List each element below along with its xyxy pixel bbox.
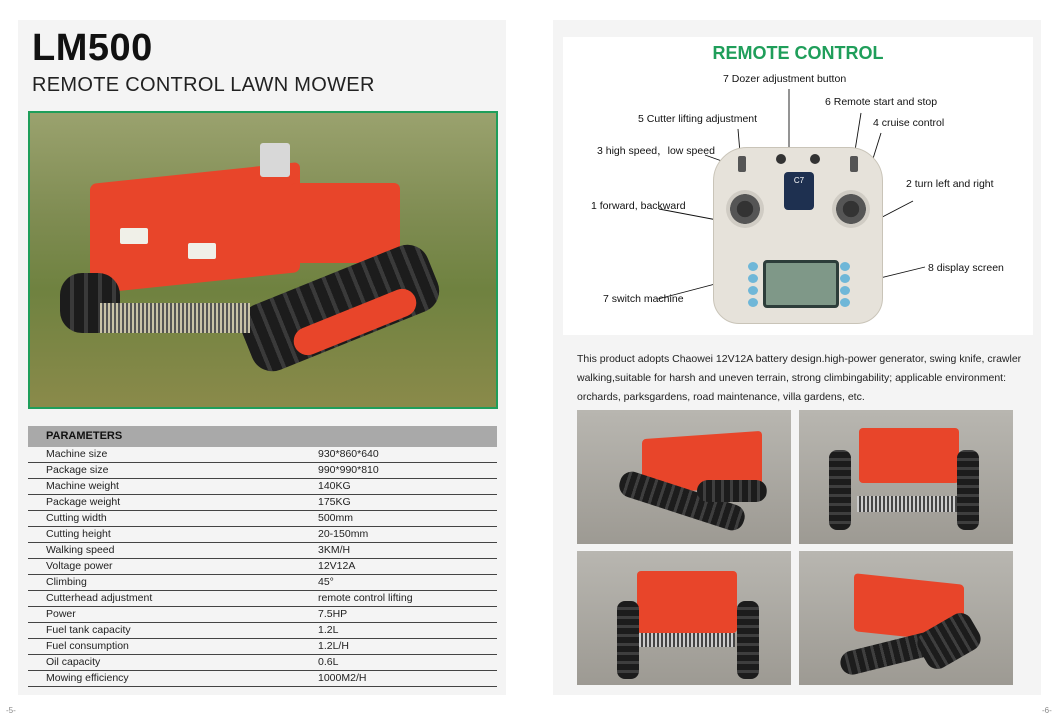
product-subtitle: REMOTE CONTROL LAWN MOWER — [32, 74, 375, 96]
parameters-table — [28, 426, 497, 687]
product-description: This product adopts Chaowei 12V12A battery design.high-power generator, swing knife, crawler walking,suitable for harsh and uneven terrain, strong climbingability; applicable environment: orchards, parksgardens, road maintenance, villa gardens, etc. — [577, 353, 1022, 403]
parameter-value: remote control lifting — [318, 592, 413, 604]
gallery-photo-2 — [799, 410, 1013, 544]
parameter-row — [28, 559, 497, 575]
parameter-label: Walking speed — [46, 544, 115, 556]
parameter-label: Fuel consumption — [46, 640, 129, 652]
parameter-label: Cutting width — [46, 512, 107, 524]
parameter-row — [28, 639, 497, 655]
main-product-photo — [28, 111, 498, 409]
parameter-label: Machine weight — [46, 480, 119, 492]
callout-display: 8 display screen — [928, 262, 1004, 274]
parameter-label: Package size — [46, 464, 109, 476]
left-joystick — [726, 190, 764, 228]
parameter-label: Voltage power — [46, 560, 113, 572]
parameter-label: Fuel tank capacity — [46, 624, 131, 636]
right-joystick — [832, 190, 870, 228]
parameter-value: 20-150mm — [318, 528, 369, 540]
callout-cutter-lifting: 5 Cutter lifting adjustment — [638, 113, 758, 125]
parameter-value: 3KM/H — [318, 544, 351, 556]
parameter-row — [28, 607, 497, 623]
parameter-row — [28, 671, 497, 687]
callout-switch: 7 switch machine — [603, 293, 684, 305]
parameter-row — [28, 591, 497, 607]
parameter-value: 930*860*640 — [318, 448, 379, 460]
parameter-row — [28, 527, 497, 543]
left-page — [18, 20, 506, 695]
parameter-value: 1.2L/H — [318, 640, 349, 652]
callout-dozer: 7 Dozer adjustment button — [723, 73, 847, 85]
parameter-label: Mowing efficiency — [46, 672, 129, 684]
gallery-photo-1 — [577, 410, 791, 544]
parameter-row — [28, 495, 497, 511]
page-number-left: -5- — [6, 706, 16, 715]
parameter-value: 990*990*810 — [318, 464, 379, 476]
parameter-label: Power — [46, 608, 76, 620]
parameter-label: Cutterhead adjustment — [46, 592, 153, 604]
remote-controller — [713, 147, 883, 324]
parameter-value: 12V12A — [318, 560, 356, 572]
page-number-right: -6- — [1042, 706, 1052, 715]
product-title: LM500 — [32, 27, 153, 69]
remote-small-screen: C7 — [784, 172, 814, 210]
parameter-value: 500mm — [318, 512, 354, 524]
remote-control-diagram — [563, 37, 1033, 335]
parameter-label: Climbing — [46, 576, 87, 588]
parameter-row — [28, 575, 497, 591]
parameter-label: Oil capacity — [46, 656, 101, 668]
callout-cruise: 4 cruise control — [873, 117, 945, 129]
parameter-label: Cutting height — [46, 528, 111, 540]
parameter-row — [28, 543, 497, 559]
parameter-row — [28, 623, 497, 639]
remote-display-screen — [763, 260, 839, 308]
parameter-row — [28, 511, 497, 527]
parameters-heading: PARAMETERS — [28, 426, 497, 447]
parameter-row — [28, 447, 497, 463]
gallery-photo-3 — [577, 551, 791, 685]
parameter-value: 0.6L — [318, 656, 339, 668]
callout-speed: 3 high speed，low speed — [597, 145, 715, 157]
parameter-value: 7.5HP — [318, 608, 348, 620]
parameter-value: 1000M2/H — [318, 672, 367, 684]
callout-forward: 1 forward, backward — [591, 200, 686, 212]
parameter-value: 175KG — [318, 496, 351, 508]
remote-control-title: REMOTE CONTROL — [712, 43, 884, 63]
right-keys — [840, 262, 850, 307]
mower-illustration — [60, 143, 460, 393]
gallery-photo-4 — [799, 551, 1013, 685]
parameter-value: 1.2L — [318, 624, 339, 636]
parameter-row — [28, 463, 497, 479]
parameter-label: Package weight — [46, 496, 121, 508]
left-keys — [748, 262, 758, 307]
parameter-value: 45° — [318, 576, 334, 588]
parameter-row — [28, 479, 497, 495]
right-page — [553, 20, 1041, 695]
parameter-value: 140KG — [318, 480, 351, 492]
callout-turn: 2 turn left and right — [906, 178, 994, 190]
parameter-label: Machine size — [46, 448, 108, 460]
callout-remote-start: 6 Remote start and stop — [825, 96, 938, 108]
parameter-row — [28, 655, 497, 671]
